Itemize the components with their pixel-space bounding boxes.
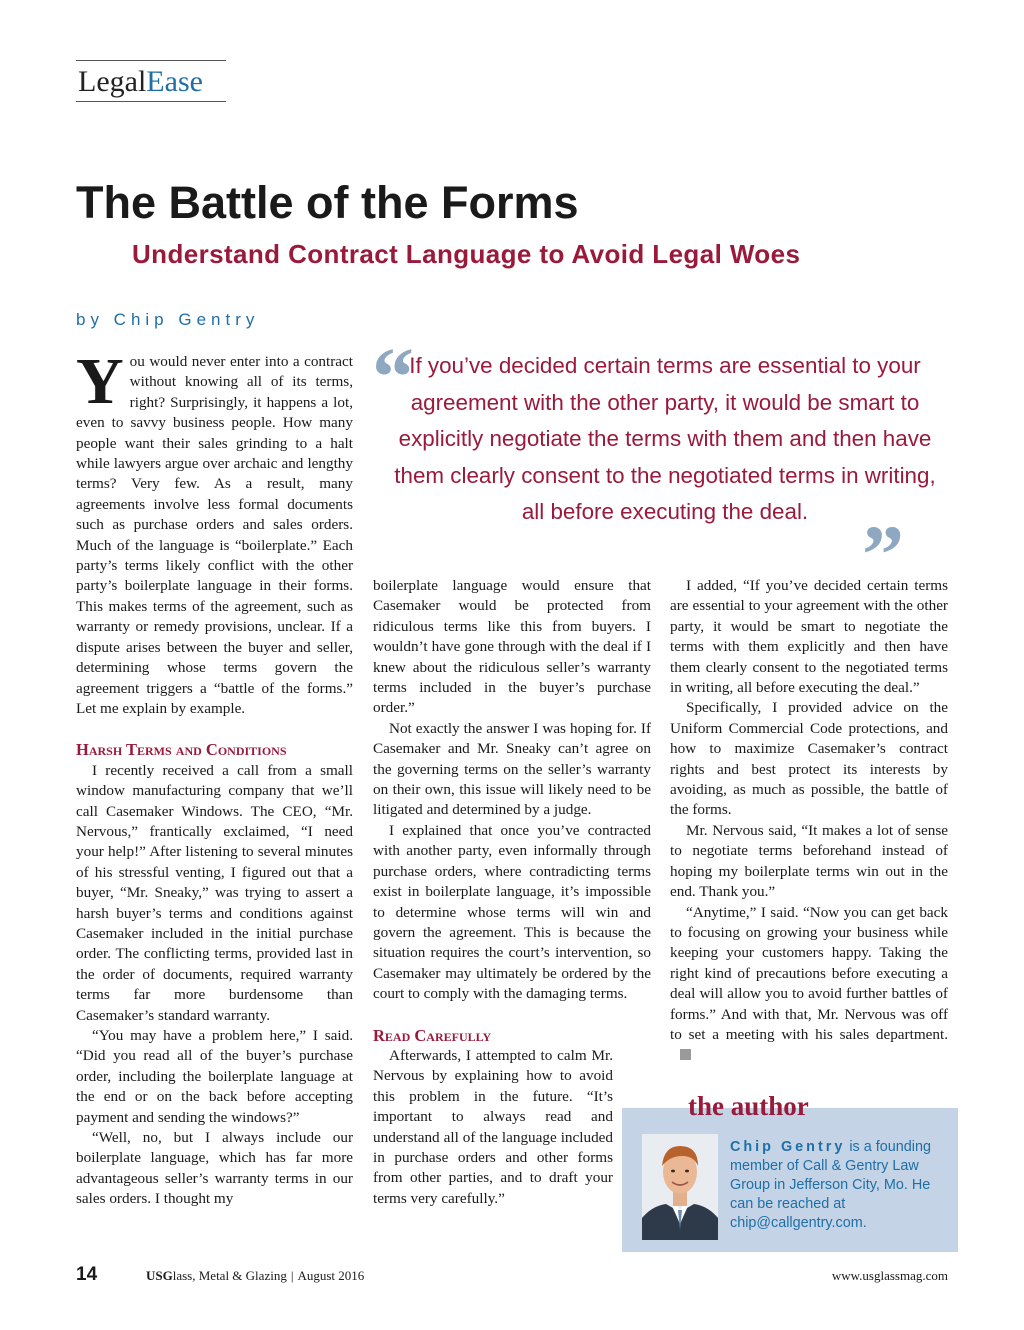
byline: by Chip Gentry bbox=[76, 310, 260, 329]
footer bbox=[0, 1264, 1024, 1286]
website-url: www.usglassmag.com bbox=[831, 1268, 948, 1283]
publication-name-rest: lass, Metal & Glazing bbox=[172, 1268, 287, 1283]
pull-quote bbox=[372, 331, 948, 602]
intro-paragraph bbox=[76, 345, 353, 719]
paragraph-4a: “Well, no, but I always include our boilerplate language, which has far more advantageous seller’s warranty terms in our sales orders. I thought my bbox=[76, 1129, 353, 1208]
author-name: Chip Gentry bbox=[730, 1139, 846, 1155]
author-bio-text: is a founding member of Call & Gentry Law Group in Jefferson City, Mo. He can be reached at chip@callgentry.com. bbox=[730, 1139, 931, 1231]
drop-cap: Y bbox=[76, 345, 124, 418]
paragraph-9: Specifically, I provided advice on the Uniform Commercial Code protections, and how to maximize Casemaker’s contract rights and best protect its interests by avoiding, as much as possible, the battle of the forms. bbox=[670, 699, 948, 819]
publication-info bbox=[146, 1268, 364, 1284]
article-title: The Battle of the Forms bbox=[76, 177, 579, 228]
paragraph-8: I added, “If you’ve decided certain terms are essential to your agreement with the other party, it would be smart to negotiate the terms with them explicitly and then have them clearly consent to the negotiated terms in writing, all before executing the deal.” bbox=[670, 577, 948, 697]
paragraph-2: I recently received a call from a small window manufacturing company that we’ll call Casemaker Windows. The CEO, “Mr. Nervous,” frantically exclaimed, “I need your help!” After listening to several minutes of his stressful venting, I figured out that a buyer, “Mr. Sneaky,” was trying to assert a harsh buyer’s terms and conditions against Casemaker included in the initial purchase order. The conflicting terms, provided last in the order of documents, required warranty terms far more burdensome than Casemaker’s standard warranty. bbox=[76, 761, 353, 1024]
open-quote-icon: “ bbox=[372, 331, 414, 424]
section-label-part2: Ease bbox=[146, 65, 203, 98]
author-bio bbox=[730, 1138, 952, 1233]
paragraph-5: Not exactly the answer I was hoping for. If Casemaker and Mr. Sneaky can’t agree on the governing terms on the seller’s warranty on their own, this issue will likely need to be litigated and determined by a judge. bbox=[373, 719, 651, 819]
pull-quote-text: If you’ve decided certain terms are essential to your agreement with the other party, it would be smart to explicitly negotiate the terms with them and then have them clearly consent to the negotiated terms in writing, all before executing the deal. bbox=[394, 353, 936, 525]
page-number: 14 bbox=[76, 1264, 98, 1285]
section-label bbox=[76, 60, 226, 102]
article-column-2 bbox=[373, 576, 651, 1209]
subhead-harsh-terms: Harsh Terms and Conditions bbox=[76, 740, 287, 760]
paragraph-6: I explained that once you’ve contracted with another party, even informally through purchase orders, where contradicting terms exist in boilerplate language, it’s impossible to determine whose terms will win and govern the agreement. This is because the situation requires the court’s intervention, so Casemaker may ultimately be ordered by the court to comply with the damaging terms. bbox=[373, 821, 651, 1003]
intro-text: ou would never enter into a contract without knowing all of its terms, right? Surprisingly, it happens a lot, even to savvy business people. How many people want their sales grinding to a halt while lawyers argue over archaic and lengthy terms? Very few. As a result, many agreements involve less formal documents such as purchase orders and sales orders. Much of the language is “boilerplate.” Each party’s terms likely conflict with the other party’s boilerplate language in their forms. This makes terms of the agreement, such as warranty or remedy provisions, unclear. If a dispute arises between the buyer and seller, determining whose terms govern the agreement triggers a “battle of the forms.” Let me explain by example. bbox=[76, 353, 353, 717]
paragraph-10: Mr. Nervous said, “It makes a lot of sense to negotiate terms beforehand instead of hoping my boilerplate terms win out in the end. Thank you.” bbox=[670, 821, 948, 901]
publication-name-bold: USG bbox=[146, 1268, 173, 1283]
paragraph-3: “You may have a problem here,” I said. “Did you read all of the buyer’s purchase order, including the boilerplate language at the end or on the back before accepting payment and sending the windows?” bbox=[76, 1027, 353, 1126]
close-quote-icon: ” bbox=[862, 509, 904, 602]
publication-separator: | bbox=[290, 1268, 294, 1283]
subhead-read-carefully: Read Carefully bbox=[373, 1025, 492, 1045]
paragraph-11 bbox=[670, 903, 948, 1066]
end-mark-icon bbox=[680, 1049, 691, 1060]
article-subtitle: Understand Contract Language to Avoid Legal Woes bbox=[132, 239, 801, 269]
paragraph-4b: boilerplate language would ensure that Casemaker would be protected from ridiculous terms like this from buyers. I wouldn’t have gone through with the deal if I knew about the ridiculous seller’s warranty terms included in the buyer’s purchase order.” bbox=[373, 577, 651, 717]
publication-date: August 2016 bbox=[297, 1268, 365, 1283]
paragraph-11-text: “Anytime,” I said. “Now you can get back to focusing on growing your business while keeping your customers happy. Taking the right kind of precautions before executing a deal will allow you to avoid further battles of forms.” And with that, Mr. Nervous was off to set a meeting with his sales department. bbox=[670, 903, 948, 1043]
section-label-part1: Legal bbox=[78, 65, 147, 98]
article-column-3 bbox=[670, 576, 948, 1066]
paragraph-7: Afterwards, I attempted to calm Mr. Nervous by explaining how to avoid this problem in the future. “It’s important to always read and understand all of the language included in purchase orders and other forms from other parties, and to draft your terms very carefully.” bbox=[373, 1046, 613, 1207]
author-photo bbox=[642, 1134, 718, 1240]
author-heading: the author bbox=[688, 1091, 809, 1121]
author-portrait-icon bbox=[642, 1134, 718, 1240]
article-column-1 bbox=[76, 345, 353, 1210]
